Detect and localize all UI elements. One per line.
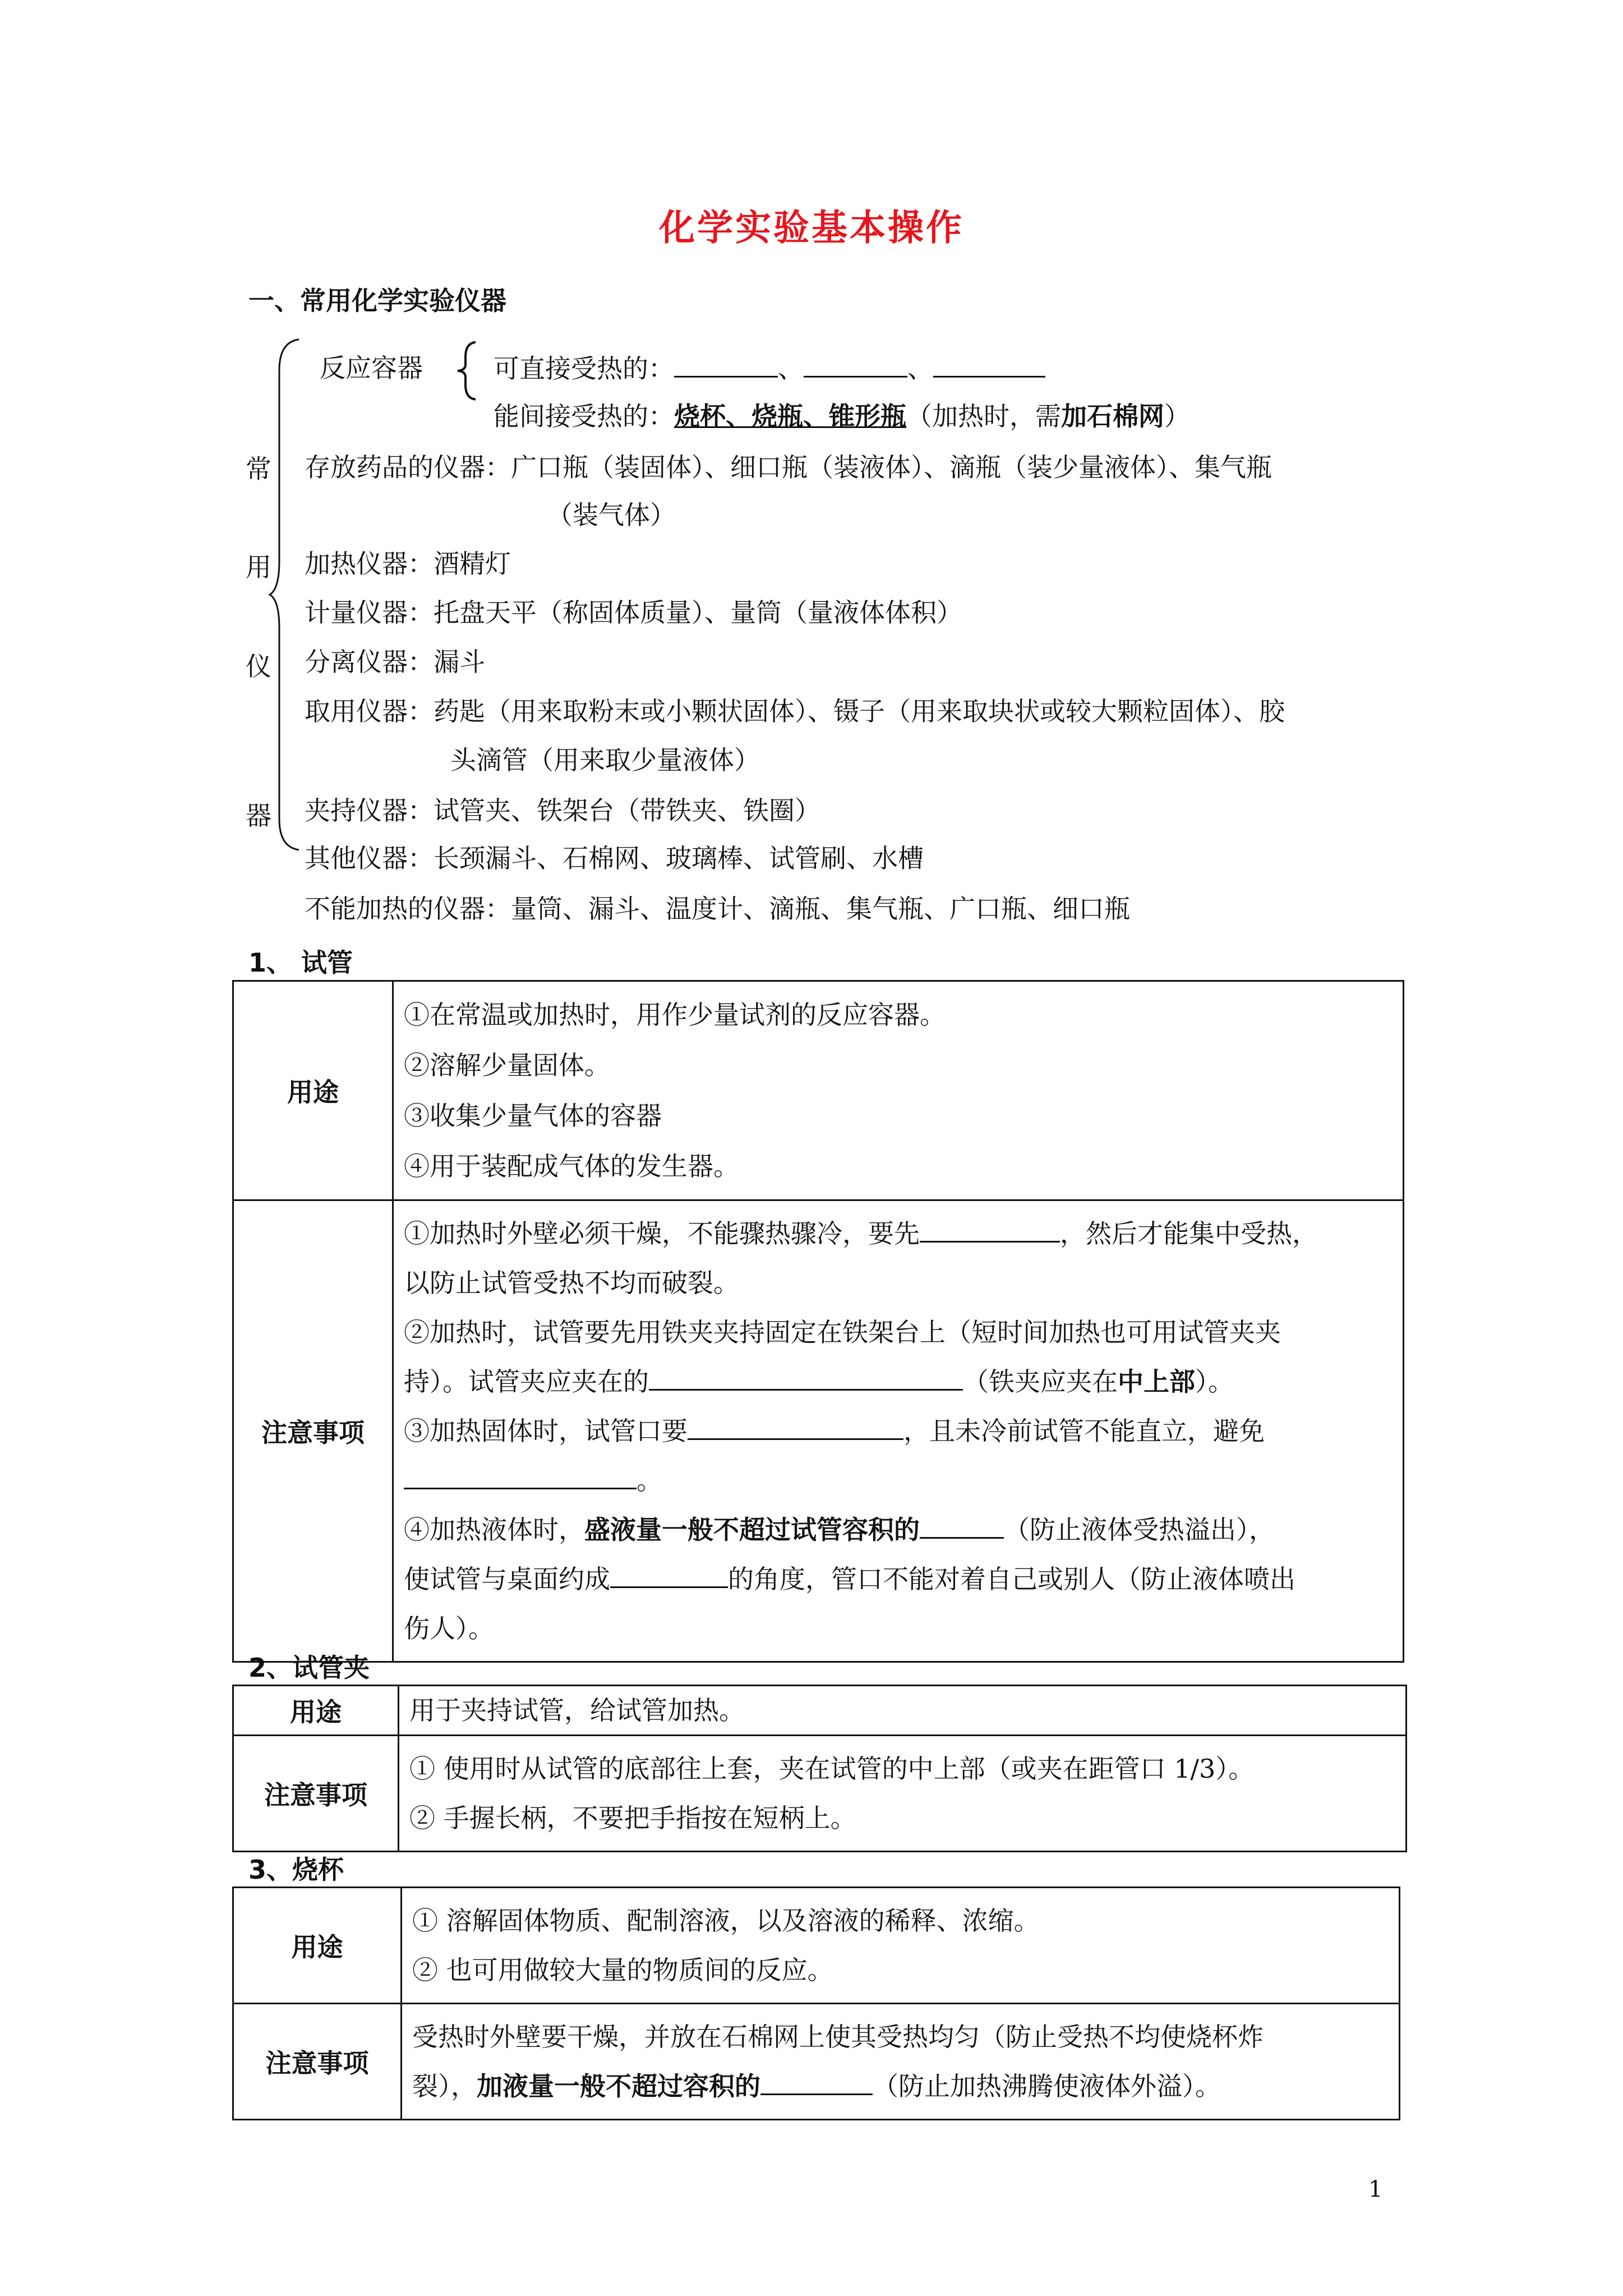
indirect-heat-note-bold: 加石棉网 xyxy=(1061,401,1164,431)
use-item: ① 溶解固体物质、配制溶液，以及溶液的稀释、浓缩。 xyxy=(412,1906,1040,1936)
fill-blank[interactable] xyxy=(933,351,1045,378)
beaker-table xyxy=(232,1887,1400,2120)
note-line xyxy=(412,2062,1389,2111)
note-text: ①加热时外壁必须干燥，不能骤热骤冷，要先 xyxy=(404,1218,920,1249)
storage-line: 存放药品的仪器：广口瓶（装固体）、细口瓶（装液体）、滴瓶（装少量液体）、集气瓶 xyxy=(305,452,1272,482)
use-cell: 用于夹持试管，给试管加热。 xyxy=(399,1686,1407,1736)
note-bold: 中上部 xyxy=(1118,1366,1195,1397)
note-text: 使试管与桌面约成 xyxy=(404,1564,610,1594)
note-bold: 加液量一般不超过容积的 xyxy=(477,2071,760,2101)
table-row xyxy=(233,1736,1407,1852)
brace-label-char: 器 xyxy=(246,800,271,831)
page-title: 化学实验基本操作 xyxy=(659,208,964,249)
indirect-heat-items: 烧杯、烧瓶、锥形瓶 xyxy=(674,401,906,431)
note-text: （防止液体受热溢出）， xyxy=(1004,1515,1275,1545)
section-heading-instruments: 一、常用化学实验仪器 xyxy=(248,286,506,316)
notes-cell xyxy=(402,2004,1400,2120)
note-line xyxy=(404,1554,1393,1604)
indirect-heat-line xyxy=(494,399,1190,433)
test-tube-table xyxy=(232,980,1404,1663)
fill-blank[interactable] xyxy=(610,1562,728,1588)
others-line: 其他仪器：长颈漏斗、石棉网、玻璃棒、试管刷、水槽 xyxy=(305,843,924,873)
notes-label: 注意事项 xyxy=(233,1200,393,1662)
note-line xyxy=(404,1456,1393,1505)
direct-heat-line xyxy=(494,351,1045,385)
use-item: ② 也可用做较大量的物质间的反应。 xyxy=(412,1955,833,1985)
table-row xyxy=(233,981,1404,1200)
measuring-line: 计量仪器：托盘天平（称固体质量）、量筒（量液体体积） xyxy=(305,597,962,628)
fill-blank[interactable] xyxy=(688,1414,903,1440)
note-line: ②加热时，试管要先用铁夹夹持固定在铁架台上（短时间加热也可用试管夹夹 xyxy=(404,1317,1281,1347)
note-line: 以防止试管受热不均而破裂。 xyxy=(404,1268,739,1298)
notes-cell xyxy=(399,1736,1407,1852)
note-text: ③加热固体时，试管口要 xyxy=(404,1416,688,1446)
note-bold: 盛液量一般不超过试管容积的 xyxy=(584,1515,920,1545)
indirect-heat-prefix: 能间接受热的： xyxy=(494,401,674,431)
note-text: ）。 xyxy=(1195,1366,1234,1397)
use-item: ④用于装配成气体的发生器。 xyxy=(404,1151,739,1181)
notes-label: 注意事项 xyxy=(233,2004,402,2120)
note-text: 持）。试管夹应夹在的 xyxy=(404,1366,649,1397)
fill-blank[interactable] xyxy=(804,351,907,378)
fill-blank[interactable] xyxy=(674,351,778,378)
separator: 、 xyxy=(778,353,804,384)
fill-blank[interactable] xyxy=(760,2069,873,2095)
use-label: 用途 xyxy=(233,1686,399,1736)
use-label: 用途 xyxy=(233,1888,402,2004)
table-row xyxy=(233,1200,1404,1662)
note-line: 伤人）。 xyxy=(404,1613,494,1644)
section-heading-test-tube-clamp: 2、试管夹 xyxy=(248,1653,370,1683)
storage-line-cont: （装气体） xyxy=(547,500,676,530)
note-text: ，然后才能集中受热， xyxy=(1060,1218,1318,1249)
taking-line: 取用仪器：药匙（用来取粉末或小颗状固体）、镊子（用来取块状或较大颗粒固体）、胶 xyxy=(305,696,1285,726)
brace-icon xyxy=(268,337,302,853)
indirect-heat-note-end: ） xyxy=(1164,401,1190,431)
notes-label: 注意事项 xyxy=(233,1736,399,1852)
note-line xyxy=(404,1505,1393,1554)
reaction-vessel-label: 反应容器 xyxy=(320,353,423,383)
non-heatable-line: 不能加热的仪器：量筒、漏斗、温度计、滴瓶、集气瓶、广口瓶、细口瓶 xyxy=(305,894,1130,924)
fill-blank[interactable] xyxy=(649,1364,963,1391)
uses-cell xyxy=(393,981,1404,1200)
note-text: ，且未冷前试管不能直立，避免 xyxy=(903,1416,1265,1446)
note-line xyxy=(404,1357,1393,1406)
table-row xyxy=(233,1888,1400,2004)
section-heading-beaker: 3、烧杯 xyxy=(248,1855,344,1885)
use-item: ①在常温或加热时，用作少量试剂的反应容器。 xyxy=(404,1000,946,1030)
note-text: （铁夹应夹在 xyxy=(963,1366,1118,1397)
direct-heat-prefix: 可直接受热的： xyxy=(494,353,674,384)
use-label: 用途 xyxy=(233,981,393,1200)
brace-label-char: 仪 xyxy=(246,651,271,682)
note-text: ④加热液体时， xyxy=(404,1515,584,1545)
clamping-line: 夹持仪器：试管夹、铁架台（带铁夹、铁圈） xyxy=(305,795,820,826)
separator: 、 xyxy=(907,353,933,384)
use-item: ③收集少量气体的容器 xyxy=(404,1101,662,1131)
heating-line: 加热仪器：酒精灯 xyxy=(305,549,511,579)
note-text: 裂）， xyxy=(412,2071,477,2101)
note-line: 受热时外壁要干燥，并放在石棉网上使其受热均匀（防止受热不均使烧杯炸 xyxy=(412,2022,1264,2052)
note-text: 的角度，管口不能对着自己或别人（防止液体喷出 xyxy=(728,1564,1295,1594)
table-row xyxy=(233,1686,1407,1736)
taking-line-cont: 头滴管（用来取少量液体） xyxy=(450,745,760,775)
test-tube-clamp-table xyxy=(232,1685,1407,1852)
brace-label-char: 用 xyxy=(246,552,271,582)
notes-cell xyxy=(393,1200,1404,1662)
indirect-heat-note: （加热时，需 xyxy=(906,401,1061,431)
note-line: ① 使用时从试管的底部往上套，夹在试管的中上部（或夹在距管口 1/3）。 xyxy=(409,1754,1255,1784)
note-line xyxy=(404,1209,1393,1258)
uses-cell xyxy=(402,1888,1400,2004)
small-brace-icon xyxy=(455,340,478,402)
fill-blank[interactable] xyxy=(404,1463,637,1489)
fill-blank[interactable] xyxy=(920,1216,1060,1243)
use-item: ②溶解少量固体。 xyxy=(404,1050,610,1080)
table-row xyxy=(233,2004,1400,2120)
section-heading-test-tube: 1、 试管 xyxy=(248,947,353,978)
separation-line: 分离仪器：漏斗 xyxy=(305,647,485,677)
fill-blank[interactable] xyxy=(920,1512,1004,1539)
note-line: ② 手握长柄，不要把手指按在短柄上。 xyxy=(409,1803,856,1833)
page-number: 1 xyxy=(1368,2177,1383,2202)
note-line xyxy=(404,1406,1393,1456)
note-text: （防止加热沸腾使液体外溢）。 xyxy=(873,2071,1221,2101)
brace-label-char: 常 xyxy=(246,454,271,484)
note-text: 。 xyxy=(637,1465,662,1496)
